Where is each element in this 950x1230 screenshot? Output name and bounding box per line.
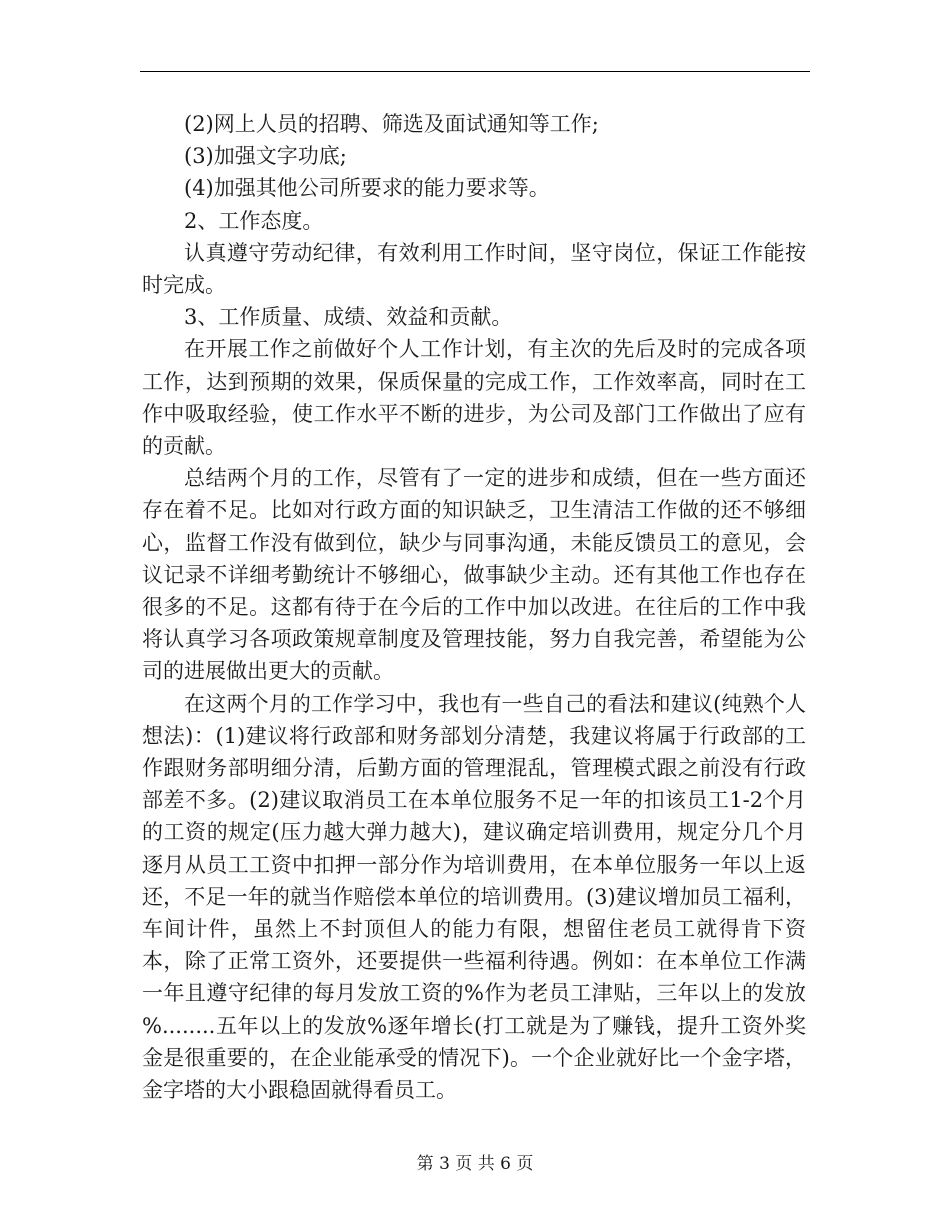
paragraph-suggestions: 在这两个月的工作学习中，我也有一些自己的看法和建议(纯熟个人想法)：(1)建议将行政部和财务部划分清楚，我建议将属于行政部的工作跟财务部明细分清，后勤方面的管理混乱，管理模式跟之前没有行政部差不多。(2)建议取消员工在本单位服务不足一年的扣该员工1-2个月的工资的规定(压力越大弹力越大)，建议确定培训费用，规定分几个月逐月从员工工资中扣押一部分作为培训费用，在本单位服务一年以上返还，不足一年的就当作赔偿本单位的培训费用。(3)建议增加员工福利，车间计件，虽然上不封顶但人的能力有限，想留住老员工就得肯下资本，除了正常工资外，还要提供一些福利待遇。例如：在本单位工作满一年且遵守纪律的每月发放工资的%作为老员工津贴，三年以上的发放 %........五年以上的发放%逐年增长(打工就是为了赚钱，提升工资外奖金是很重要的，在企业能承受的情况下)。一个企业就好比一个金字塔，金字塔的大小跟稳固就得看员工。 (142, 691, 813, 1103)
section-heading-quality: 3、工作质量、成绩、效益和贡献。 (184, 305, 513, 330)
header-rule (140, 71, 810, 72)
list-item-recruitment: (2)网上人员的招聘、筛选及面试通知等工作; (184, 112, 599, 136)
paragraph-attitude: 认真遵守劳动纪律，有效利用工作时间，坚守岗位，保证工作能按时完成。 (142, 240, 806, 298)
paragraph-summary: 总结两个月的工作，尽管有了一定的进步和成绩，但在一些方面还存在着不足。比如对行政方面的知识缺乏，卫生清洁工作做的还不够细心，监督工作没有做到位，缺少与同事沟通，未能反馈员工的意见，会议记录不详细考勤统计不够细心，做事缺少主动。还有其他工作也存在很多的不足。这都有待于在今后的工作中加以改进。在往后的工作中我将认真学习各项政策规章制度及管理技能，努力自我完善，希望能为公司的进展做出更大的贡献。 (142, 466, 806, 684)
page-number: 第 3 页 共 6 页 (416, 1154, 534, 1174)
paragraph-quality: 在开展工作之前做好个人工作计划，有主次的先后及时的完成各项工作，达到预期的效果，保质保量的完成工作，工作效率高，同时在工作中吸取经验，使工作水平不断的进步，为公司及部门工作做出了应有的贡献。 (142, 337, 806, 459)
section-heading-attitude: 2、工作态度。 (184, 208, 324, 233)
document-body (142, 108, 813, 1106)
list-item-abilities: (4)加强其他公司所要求的能力要求等。 (184, 176, 550, 201)
list-item-writing: (3)加强文字功底; (184, 144, 347, 169)
